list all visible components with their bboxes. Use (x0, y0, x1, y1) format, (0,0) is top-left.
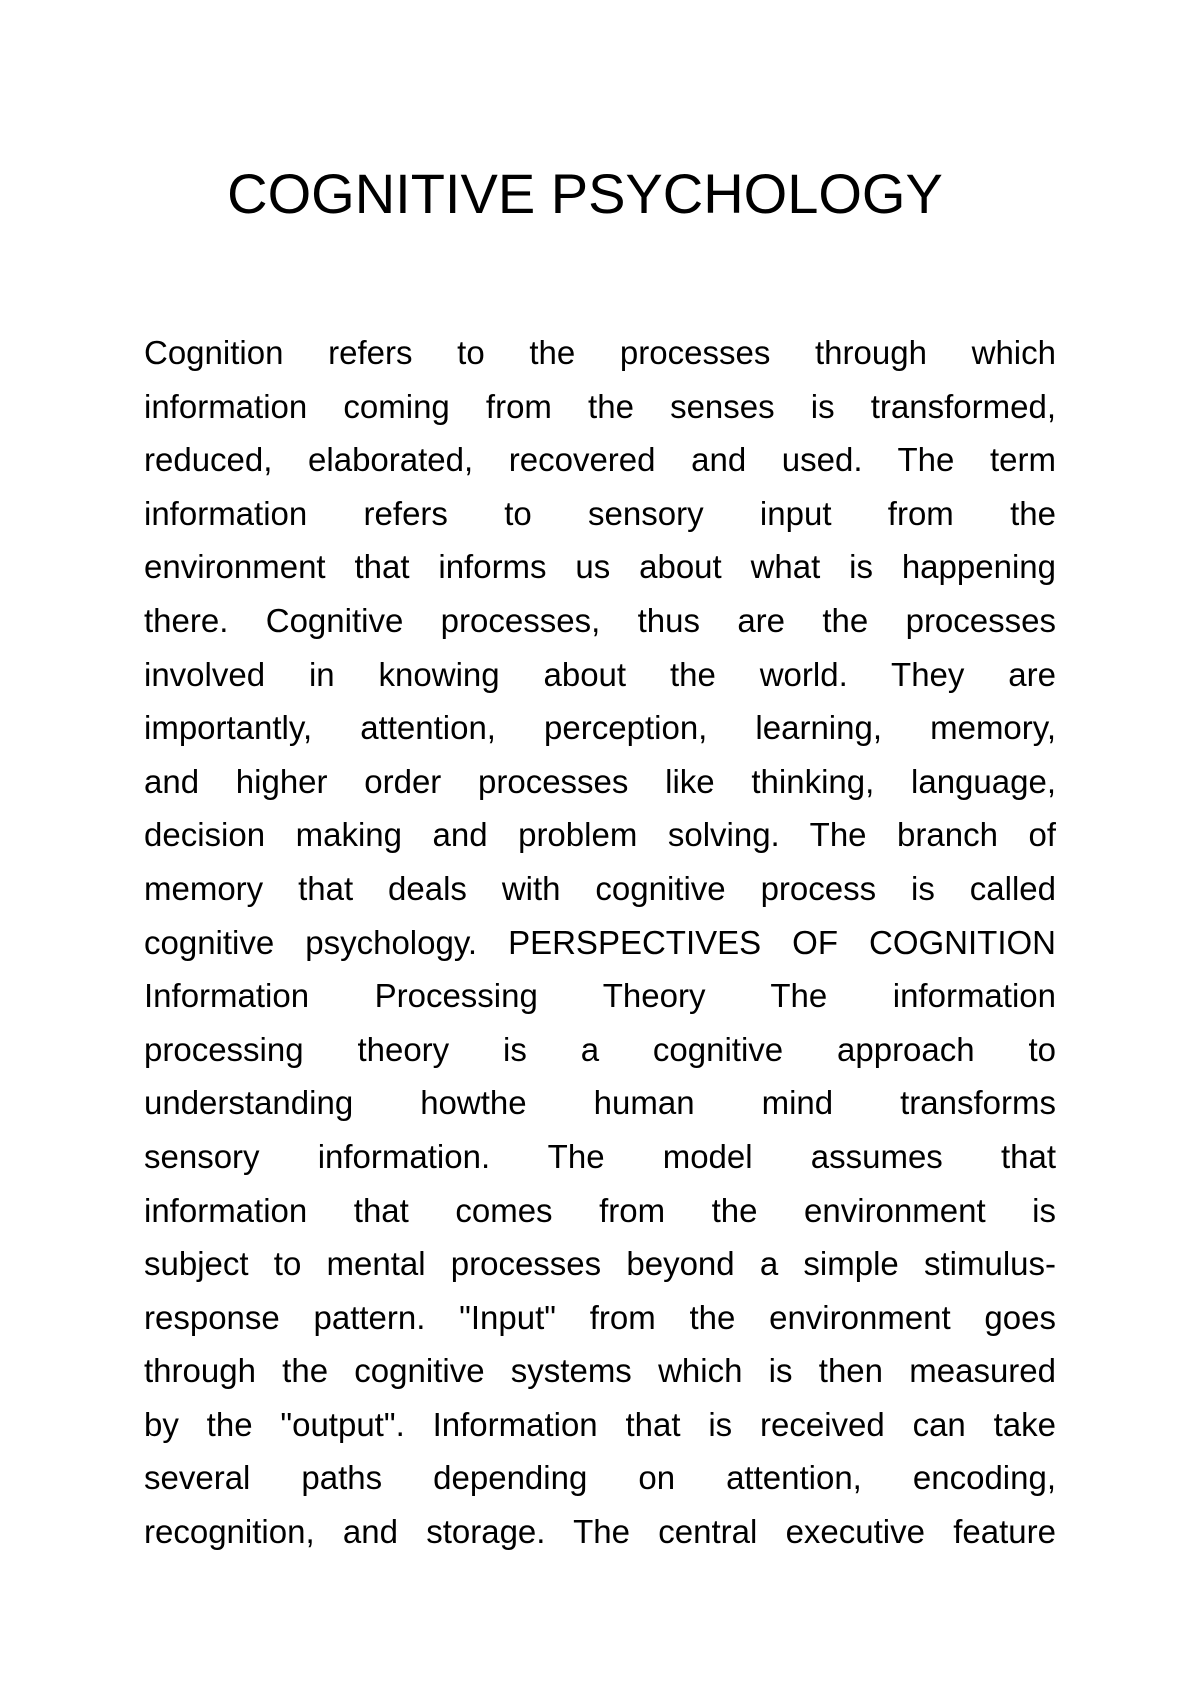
text-line: information refers to sensory input from the (144, 494, 1056, 532)
text-line: subject to mental processes beyond a simple stimulus- (144, 1245, 1056, 1283)
text-line: through the cognitive systems which is then measured (144, 1352, 1056, 1390)
text-line: Cognition refers to the processes through which (144, 334, 1056, 371)
text-line: importantly, attention, perception, learning, memory, (144, 709, 1056, 747)
text-line: understanding howthe human mind transforms (144, 1084, 1056, 1122)
text-line: decision making and problem solving. The branch of (144, 816, 1056, 854)
text-line: there. Cognitive processes, thus are the processes (144, 601, 1056, 639)
page-title: COGNITIVE PSYCHOLOGY (227, 162, 943, 225)
text-line: by the "output". Information that is received can take (144, 1405, 1056, 1443)
text-line: recognition, and storage. The central executive feature (144, 1513, 1056, 1551)
text-line: information coming from the senses is transformed, (144, 387, 1056, 425)
text-line: processing theory is a cognitive approach to (144, 1030, 1056, 1068)
text-line: cognitive psychology. PERSPECTIVES OF COGNITION (144, 923, 1056, 961)
body-paragraph (144, 326, 1056, 1559)
text-line: reduced, elaborated, recovered and used. The term (144, 441, 1056, 479)
text-line: and higher order processes like thinking, language, (144, 762, 1056, 800)
text-line: environment that informs us about what is happening (144, 548, 1056, 586)
text-line: involved in knowing about the world. They are (144, 655, 1056, 693)
text-line: information that comes from the environment is (144, 1191, 1056, 1229)
text-line: memory that deals with cognitive process is called (144, 869, 1056, 907)
text-line: several paths depending on attention, encoding, (144, 1459, 1056, 1497)
text-line: sensory information. The model assumes that (144, 1137, 1056, 1175)
text-line: Information Processing Theory The information (144, 977, 1056, 1015)
text-line: response pattern. "Input" from the environment goes (144, 1298, 1056, 1336)
